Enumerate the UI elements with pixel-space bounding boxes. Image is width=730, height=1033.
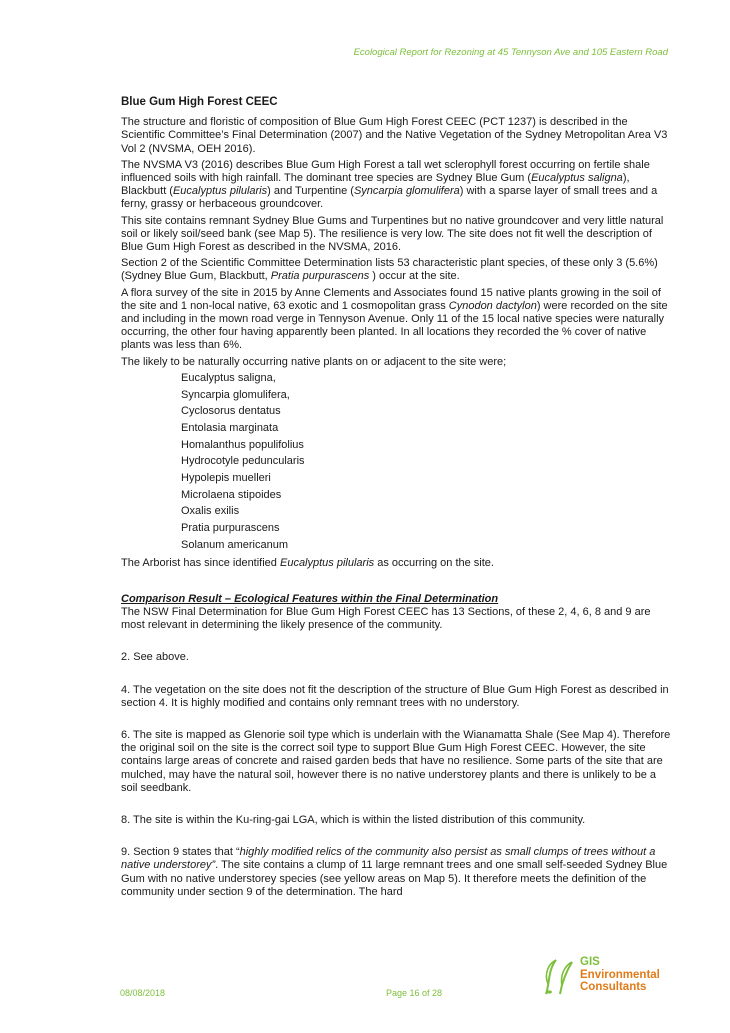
- list-item: Pratia purpurascens: [181, 522, 280, 535]
- document-body: [121, 96, 673, 902]
- paragraph: The NVSMA V3 (2016) describes Blue Gum High Forest a tall wet sclerophyll forest occurring on fertile shale influenced soils with high rainfall. The dominant tree species are Sydney Blue Gum (Eucalyptus saligna), Blackbutt (Eucalyptus pilularis) and Turpentine (Syncarpia glomulifera) with a sparse layer of small trees and a ferny, grassy or herbaceous groundcover.: [121, 158, 658, 211]
- paragraph: A flora survey of the site in 2015 by Anne Clements and Associates found 15 native plants growing in the soil of the site and 1 non-local native, 63 exotic and 1 cosmopolitan grass Cynodon dactylon) were recorded on the site and including in the mown road verge in Tennyson Avenue. Only 11 of the 15 local native species were naturally occurring, the other four having apparently been planted. In all locations they recorded the % cover of native plants was less than 6%.: [121, 286, 668, 352]
- list-item: Eucalyptus saligna,: [181, 371, 276, 384]
- list-item: Entolasia marginata: [181, 421, 279, 434]
- paragraph: This site contains remnant Sydney Blue Gums and Turpentines but no native groundcover and very little natural soil or likely soil/seed bank (see Map 5). The resilience is very low. The site does not fit well the description of Blue Gum High Forest as described in the NVSMA, 2016.: [121, 214, 664, 254]
- list-item: Cyclosorus dentatus: [181, 405, 281, 418]
- running-header: Ecological Report for Rezoning at 45 Tennyson Ave and 105 Eastern Road: [353, 47, 668, 58]
- paragraph: 4. The vegetation on the site does not fit the description of the structure of Blue Gum High Forest as described in section 4. It is highly modified and contains only remnant trees with no understory.: [121, 683, 669, 709]
- paragraph: Section 2 of the Scientific Committee Determination lists 53 characteristic plant species, of these only 3 (5.6%)(Sydney Blue Gum, Blackbutt, Pratia purpurascens ) occur at the site.: [121, 257, 658, 283]
- logo-text: GIS Environmental Consultants: [580, 956, 660, 993]
- paragraph: The Arborist has since identified Eucalyptus pilularis as occurring on the site.: [121, 556, 494, 569]
- paragraph: 8. The site is within the Ku-ring-gai LGA, which is within the listed distribution of this community.: [121, 814, 586, 827]
- list-item: Solanum americanum: [181, 538, 288, 551]
- paragraph: 9. Section 9 states that “highly modified relics of the community also persist as small clumps of trees without a native understorey”. The site contains a clump of 11 large remnant trees and one small self-seeded Sydney Blue Gum with no native understorey species (see yellow areas on Map 5). It therefore meets the definition of the community under section 9 of the determination. The hard: [121, 846, 668, 898]
- section-heading-bghf: Blue Gum High Forest CEEC: [121, 96, 278, 108]
- paragraph: The structure and floristic of composition of Blue Gum High Forest CEEC (PCT 1237) is described in the Scientific Committee’s Final Determination (2007) and the Native Vegetation of the Sydney Metropolitan Area V3 Vol 2 (NVSMA, OEH 2016).: [121, 116, 668, 155]
- paragraph: 6. The site is mapped as Glenorie soil type which is underlain with the Wianamatta Shale (See Map 4). Therefore the original soil on the site is the correct soil type to support Blue Gum High Forest CEEC. However, the site contains large areas of concrete and raised garden beds that have no resilience. Some parts of the site that are mulched, may have the natural soil, however there is no native understorey plants and there is unlikely to be a soil seedbank.: [121, 729, 671, 794]
- list-item: Hypolepis muelleri: [181, 472, 271, 485]
- list-item: Oxalis exilis: [181, 505, 240, 518]
- species-list: [181, 370, 673, 554]
- footer-date: 08/08/2018: [120, 988, 166, 998]
- section-heading-comparison: Comparison Result – Ecological Features within the Final Determination: [121, 592, 499, 605]
- list-item: Microlaena stipoides: [181, 488, 282, 501]
- leaf-logo-icon: [540, 954, 576, 996]
- paragraph: 2. See above.: [121, 651, 189, 664]
- list-item: Homalanthus populifolius: [181, 438, 304, 451]
- paragraph: The likely to be naturally occurring native plants on or adjacent to the site were;: [121, 355, 507, 368]
- list-item: Syncarpia glomulifera,: [181, 388, 290, 401]
- company-logo: [540, 952, 680, 1000]
- page-number: Page 16 of 28: [386, 988, 443, 998]
- list-item: Hydrocotyle peduncularis: [181, 455, 305, 468]
- paragraph: The NSW Final Determination for Blue Gum High Forest CEEC has 13 Sections, of these 2, 4, 6, 8 and 9 are most relevant in determining the likely presence of the community.: [121, 606, 651, 632]
